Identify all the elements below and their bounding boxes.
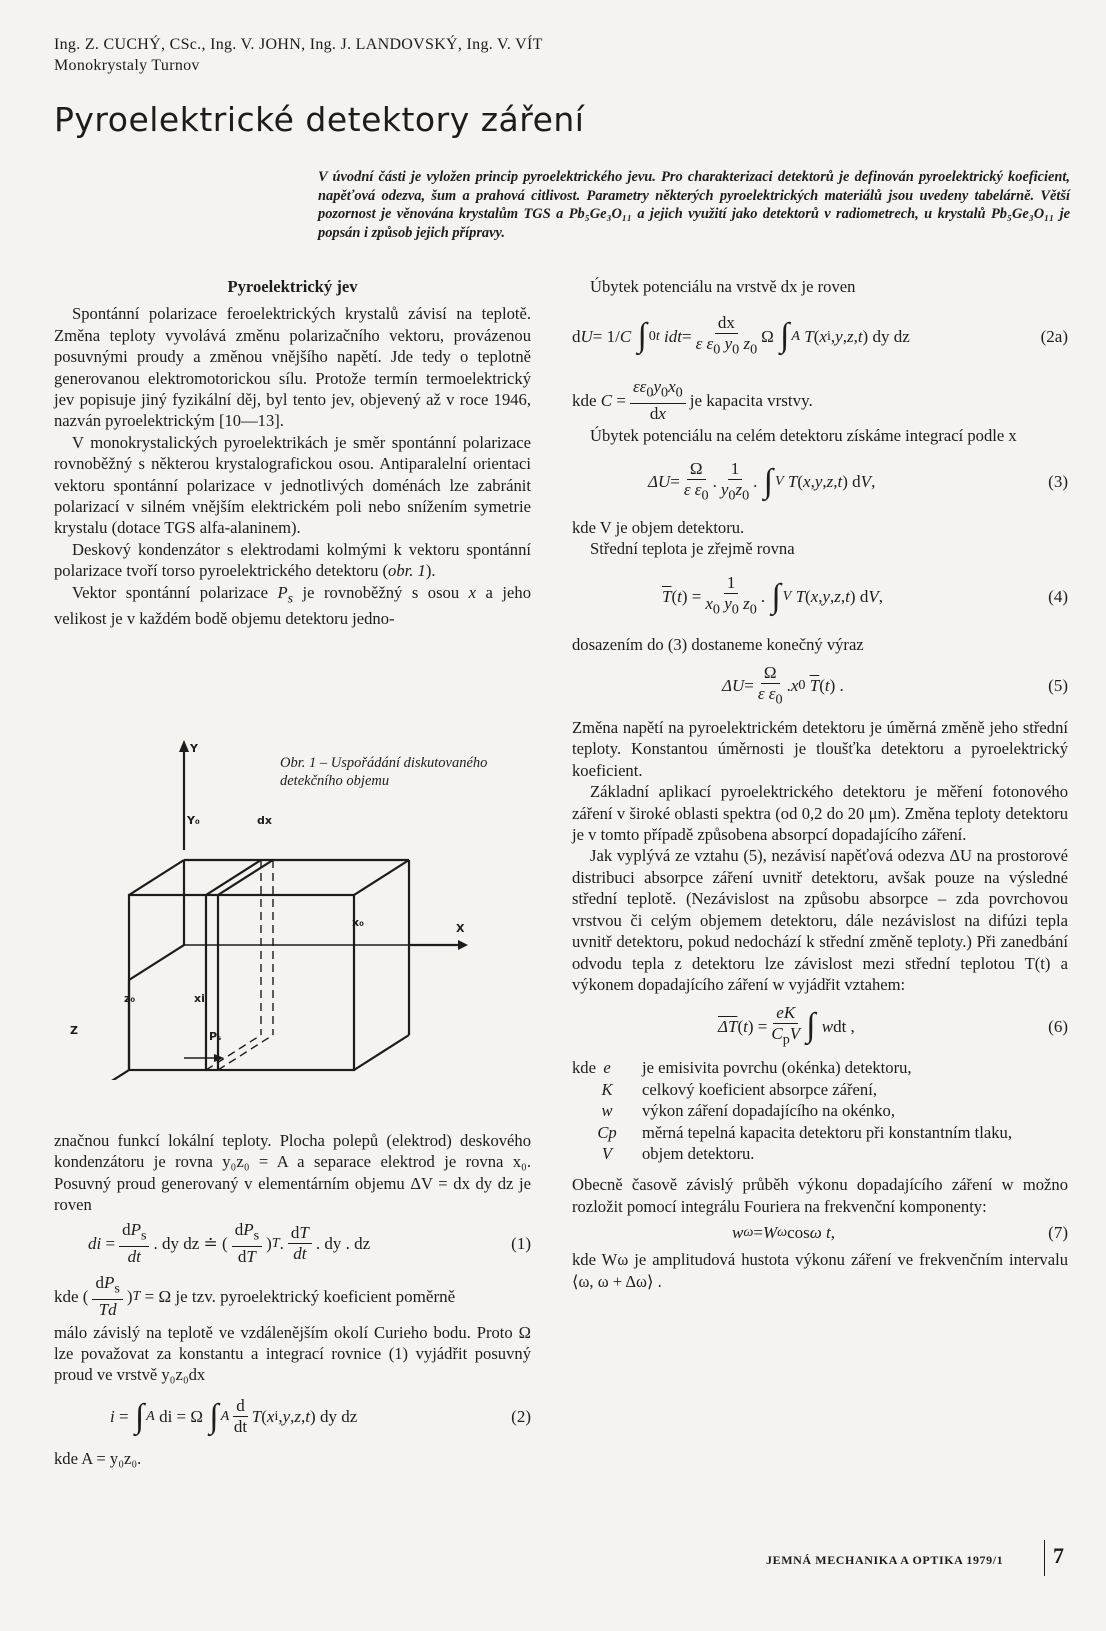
abstract: V úvodní části je vyložen princip pyroelektrického jevu. Pro charakterizaci detektorů je definován pyroelektrický koeficient, napěťová odezva, šum a prahová citlivost. Parametry některých pyroelektrických materiálů jsou uvedeny tabelárně. Větší pozornost je věnována krystalům TGS a Pb₅Ge₃O₁₁ a jejich využití jako detektorů v radiometrech, u krystalů Pb₅Ge₃O₁₁ je popsán i způsob jejich přípravy. bbox=[318, 169, 1070, 241]
caption-line: detekčního objemu bbox=[280, 773, 390, 789]
article-title: Pyroelektrické detektory záření bbox=[54, 100, 585, 139]
definition-row bbox=[572, 1122, 1068, 1143]
definition-row bbox=[572, 1079, 1068, 1100]
equation-number: (5) bbox=[1048, 676, 1068, 696]
affiliation: Monokrystaly Turnov bbox=[54, 57, 200, 74]
equation-1: di = $\frac{dP_s}{dt}$ . dy dz ≐ ( $\frac{dP_s}{dT}$ ) T . $\frac{dT}{dt}$ . dy . dz (1) bbox=[88, 1220, 531, 1266]
journal-footer: JEMNÁ MECHANIKA A OPTIKA 1979/1 bbox=[766, 1553, 1004, 1567]
symbol-definitions bbox=[572, 1057, 1068, 1164]
paragraph bbox=[54, 539, 531, 582]
definition-row: kde e je emisivita povrchu (okénka) detektoru, bbox=[572, 1058, 912, 1078]
page-number: 7 bbox=[1053, 1543, 1064, 1568]
label-x0: x₀ bbox=[352, 916, 364, 929]
figure-1-diagram bbox=[54, 740, 534, 1080]
caption-line: Obr. 1 – Uspořádání diskutovaného bbox=[280, 755, 488, 771]
equation-3: ΔU = $\frac{\Omega}{\varepsilon \varepsilon_0}$ . $\frac{1}{y_0z_0}$ . ∫ V T ( x , y , z , t ) d V , (3) bbox=[648, 458, 1068, 503]
equation-number: (1) bbox=[511, 1233, 531, 1253]
paragraph: Změna napětí na pyroelektrickém detektoru je úměrná změně jeho střední teploty. Konstantou úměrnosti je tloušťka detektoru a pyroelektrický koeficient. bbox=[572, 718, 1068, 780]
paragraph: Jak vyplývá ze vztahu (5), nezávisí napěťová odezva ΔU na prostorové distribuci absorpce záření uvnitř detektoru, avšak pouze na výsledné střední teplotě. (Nezávislost na způsobu absorpce – zda povrchovou vrstvou či celým objemem detektoru, dále nezávislost na difúzi tepla uvnitř detektoru, pokud nedochází k střední změně teploty.) Při zanedbání odvodu tepla z detektoru lze závislost mezi střední teplotou T(t) a výkonem dopadajícího záření w vyjádřit vztahem: bbox=[572, 846, 1068, 994]
equation-number: (2a) bbox=[1040, 326, 1068, 346]
label-z: Z bbox=[70, 1024, 78, 1037]
text: je kapacita vrstvy. bbox=[689, 390, 813, 410]
label-ps: Pₛ bbox=[209, 1030, 222, 1043]
paragraph: Spontánní polarizace feroelektrických krystalů závisí na teplotě. Změna teploty vyvolává změnu polarizačního vektoru, provázenou posuvnými proudy a změnou vnějšího napětí. Jde tedy o teplotně generovanou elektromotorickou sílu. Protože termín termoelektrický jev popisuje jiný fyzikální děj, byl tento jev, objevený až v roce 1946, nazván pyroelektrickým [10—13]. bbox=[54, 304, 531, 431]
definition: celkový koeficient absorpce záření, bbox=[642, 1079, 877, 1099]
symbol: K bbox=[601, 1079, 613, 1099]
label-x: X bbox=[456, 922, 465, 935]
paragraph: Základní aplikací pyroelektrického detektoru je měření fotonového záření v široké oblasti spektra (od 0,2 do 20 μm). Změna teploty detektoru je v tomto případě způsobena absorpcí dopadajícího záření. bbox=[572, 782, 1068, 845]
text: ). bbox=[425, 561, 436, 581]
definition-row bbox=[572, 1143, 1068, 1164]
definition: objem detektoru. bbox=[642, 1143, 755, 1163]
text: je tzv. pyroelektrický koeficient poměrně bbox=[175, 1286, 456, 1306]
definition: měrná tepelná kapacita detektoru při konstantním tlaku, bbox=[642, 1122, 1013, 1142]
equation-7: w ω = W ω cos ω t , (7) bbox=[732, 1223, 1068, 1243]
z-axis bbox=[74, 1070, 129, 1080]
paragraph bbox=[54, 582, 531, 630]
authors bbox=[54, 34, 543, 76]
symbol: V bbox=[601, 1143, 613, 1163]
label-xi: xi bbox=[194, 992, 205, 1005]
right-column bbox=[572, 276, 1068, 1292]
equation-omega: kde ( $\frac{dP_s}{Td}$ ) T = Ω je tzv. pyroelektrický koeficient poměrně bbox=[54, 1273, 456, 1319]
paragraph: kde Wω je amplitudová hustota výkonu záření ve frekvenčním intervalu ⟨ω, ω + Δω⟩ . bbox=[572, 1250, 1068, 1291]
symbol: w bbox=[601, 1101, 613, 1121]
label-dx: dx bbox=[257, 814, 272, 827]
paragraph: dosazením do (3) dostaneme konečný výraz bbox=[572, 634, 864, 654]
left-column-top bbox=[54, 276, 531, 630]
paragraph: Obecně časově závislý průběh výkonu dopadajícího záření w možno rozložit pomocí integrálu Fouriera na frekvenční komponenty: bbox=[572, 1175, 1068, 1216]
definition-row bbox=[572, 1100, 1068, 1121]
definition: je emisivita povrchu (okénka) detektoru, bbox=[642, 1058, 912, 1078]
paragraph: Střední teplota je zřejmě rovna bbox=[590, 539, 795, 559]
paragraph: kde V je objem detektoru. bbox=[572, 517, 745, 537]
text: Vektor spontánní polarizace bbox=[72, 582, 278, 602]
symbol: e bbox=[603, 1058, 611, 1078]
paragraph: Úbytek potenciálu na vrstvě dx je roven bbox=[590, 277, 856, 296]
front-face bbox=[129, 895, 354, 1070]
left-column-bottom bbox=[54, 1130, 531, 1469]
symbol: Cp bbox=[597, 1122, 617, 1142]
author-names: Ing. Z. CUCHÝ, CSc., Ing. V. JOHN, Ing. J. LANDOVSKÝ, Ing. V. VÍT bbox=[54, 36, 543, 53]
equation-capacity: kde C = $\frac{\varepsilon\varepsilon_0y_0x_0}{dx}$ je kapacita vrstvy. bbox=[572, 377, 813, 423]
definition: výkon záření dopadajícího na okénko, bbox=[642, 1101, 895, 1121]
label-z0: z₀ bbox=[124, 992, 136, 1005]
equation-number: (4) bbox=[1048, 586, 1068, 606]
equation-number: (7) bbox=[1048, 1223, 1068, 1243]
label-y: Y bbox=[190, 742, 198, 755]
paragraph: kde A = y₀z₀. bbox=[54, 1448, 142, 1468]
symbol: $P_s$ bbox=[277, 582, 293, 605]
figure-ref: obr. 1 bbox=[388, 561, 426, 581]
equation-5: ΔU = $\frac{\Omega}{\varepsilon \varepsilon_0}$ . x 0 $\overline{T}$ ( t ) . (5) bbox=[722, 662, 1068, 708]
text: a jeho velikost je v každém bodě objemu detektoru jedno- bbox=[54, 582, 531, 629]
equation-2: i = ∫ A di = Ω ∫ A $\frac{d}{dt}$ T ( x i , y , z , t ) dy dz (2) bbox=[110, 1396, 531, 1437]
label-y0: Y₀ bbox=[187, 814, 200, 827]
paragraph: V monokrystalických pyroelektrikách je směr spontánní polarizace rovnoběžný s některou krystalografickou osou. Antiparalelní orientaci vektoru spontánní polarizace v jednotlivých doménách lze zabránit polarizací v silném vnějším elektrickém poli nebo snížením symetrie krystalu (dotace TGS alfa-alaninem). bbox=[54, 432, 531, 538]
text: Deskový kondenzátor s elektrodami kolmými k vektoru spontánní polarizace tvoří torso pyroelektrického detektoru ( bbox=[54, 539, 531, 581]
paragraph: málo závislý na teplotě ve vzdálenějším okolí Curieho bodu. Proto Ω lze považovat za konstantu a integrací rovnice (1) vyjádřit posuvný proud ve vrstvě y₀z₀dx bbox=[54, 1322, 531, 1385]
symbol: x bbox=[468, 582, 477, 602]
page-divider bbox=[1044, 1540, 1045, 1576]
equation-4: $\overline{T}$ ( t ) = $\frac{1}{x_0 y_0 z_0}$ . ∫ V T ( x , y , z , t ) d V , (4) bbox=[662, 573, 1068, 618]
equation-number: (6) bbox=[1048, 1016, 1068, 1036]
figure-caption bbox=[280, 754, 487, 790]
equation-number: (2) bbox=[511, 1407, 531, 1427]
paragraph: značnou funkcí lokální teploty. Plocha polepů (elektrod) deskového kondenzátoru je rovna y₀z₀ = A a separace elektrod je rovna x₀. Posuvný proud generovaný v elementárním objemu ΔV = dx dy dz je roven bbox=[54, 1131, 531, 1215]
paragraph: Úbytek potenciálu na celém detektoru získáme integrací podle x bbox=[590, 426, 1017, 446]
equation-6: $\overline{\Delta T}$ ( t ) = $\frac{eK}{C_pV}$ ∫ w dt , (6) bbox=[718, 1003, 1068, 1048]
text: je rovnoběžný s osou bbox=[293, 582, 469, 602]
equation-number: (3) bbox=[1048, 472, 1068, 492]
equation-2a: d U = 1/ C ∫ 0 t idt = $\frac{dx}{\varepsilon \varepsilon_0 y_0 z_0}$ Ω ∫ A T ( x i , y , z , t ) dy dz (2a) bbox=[572, 313, 1068, 358]
section-title: Pyroelektrický jev bbox=[227, 277, 358, 296]
